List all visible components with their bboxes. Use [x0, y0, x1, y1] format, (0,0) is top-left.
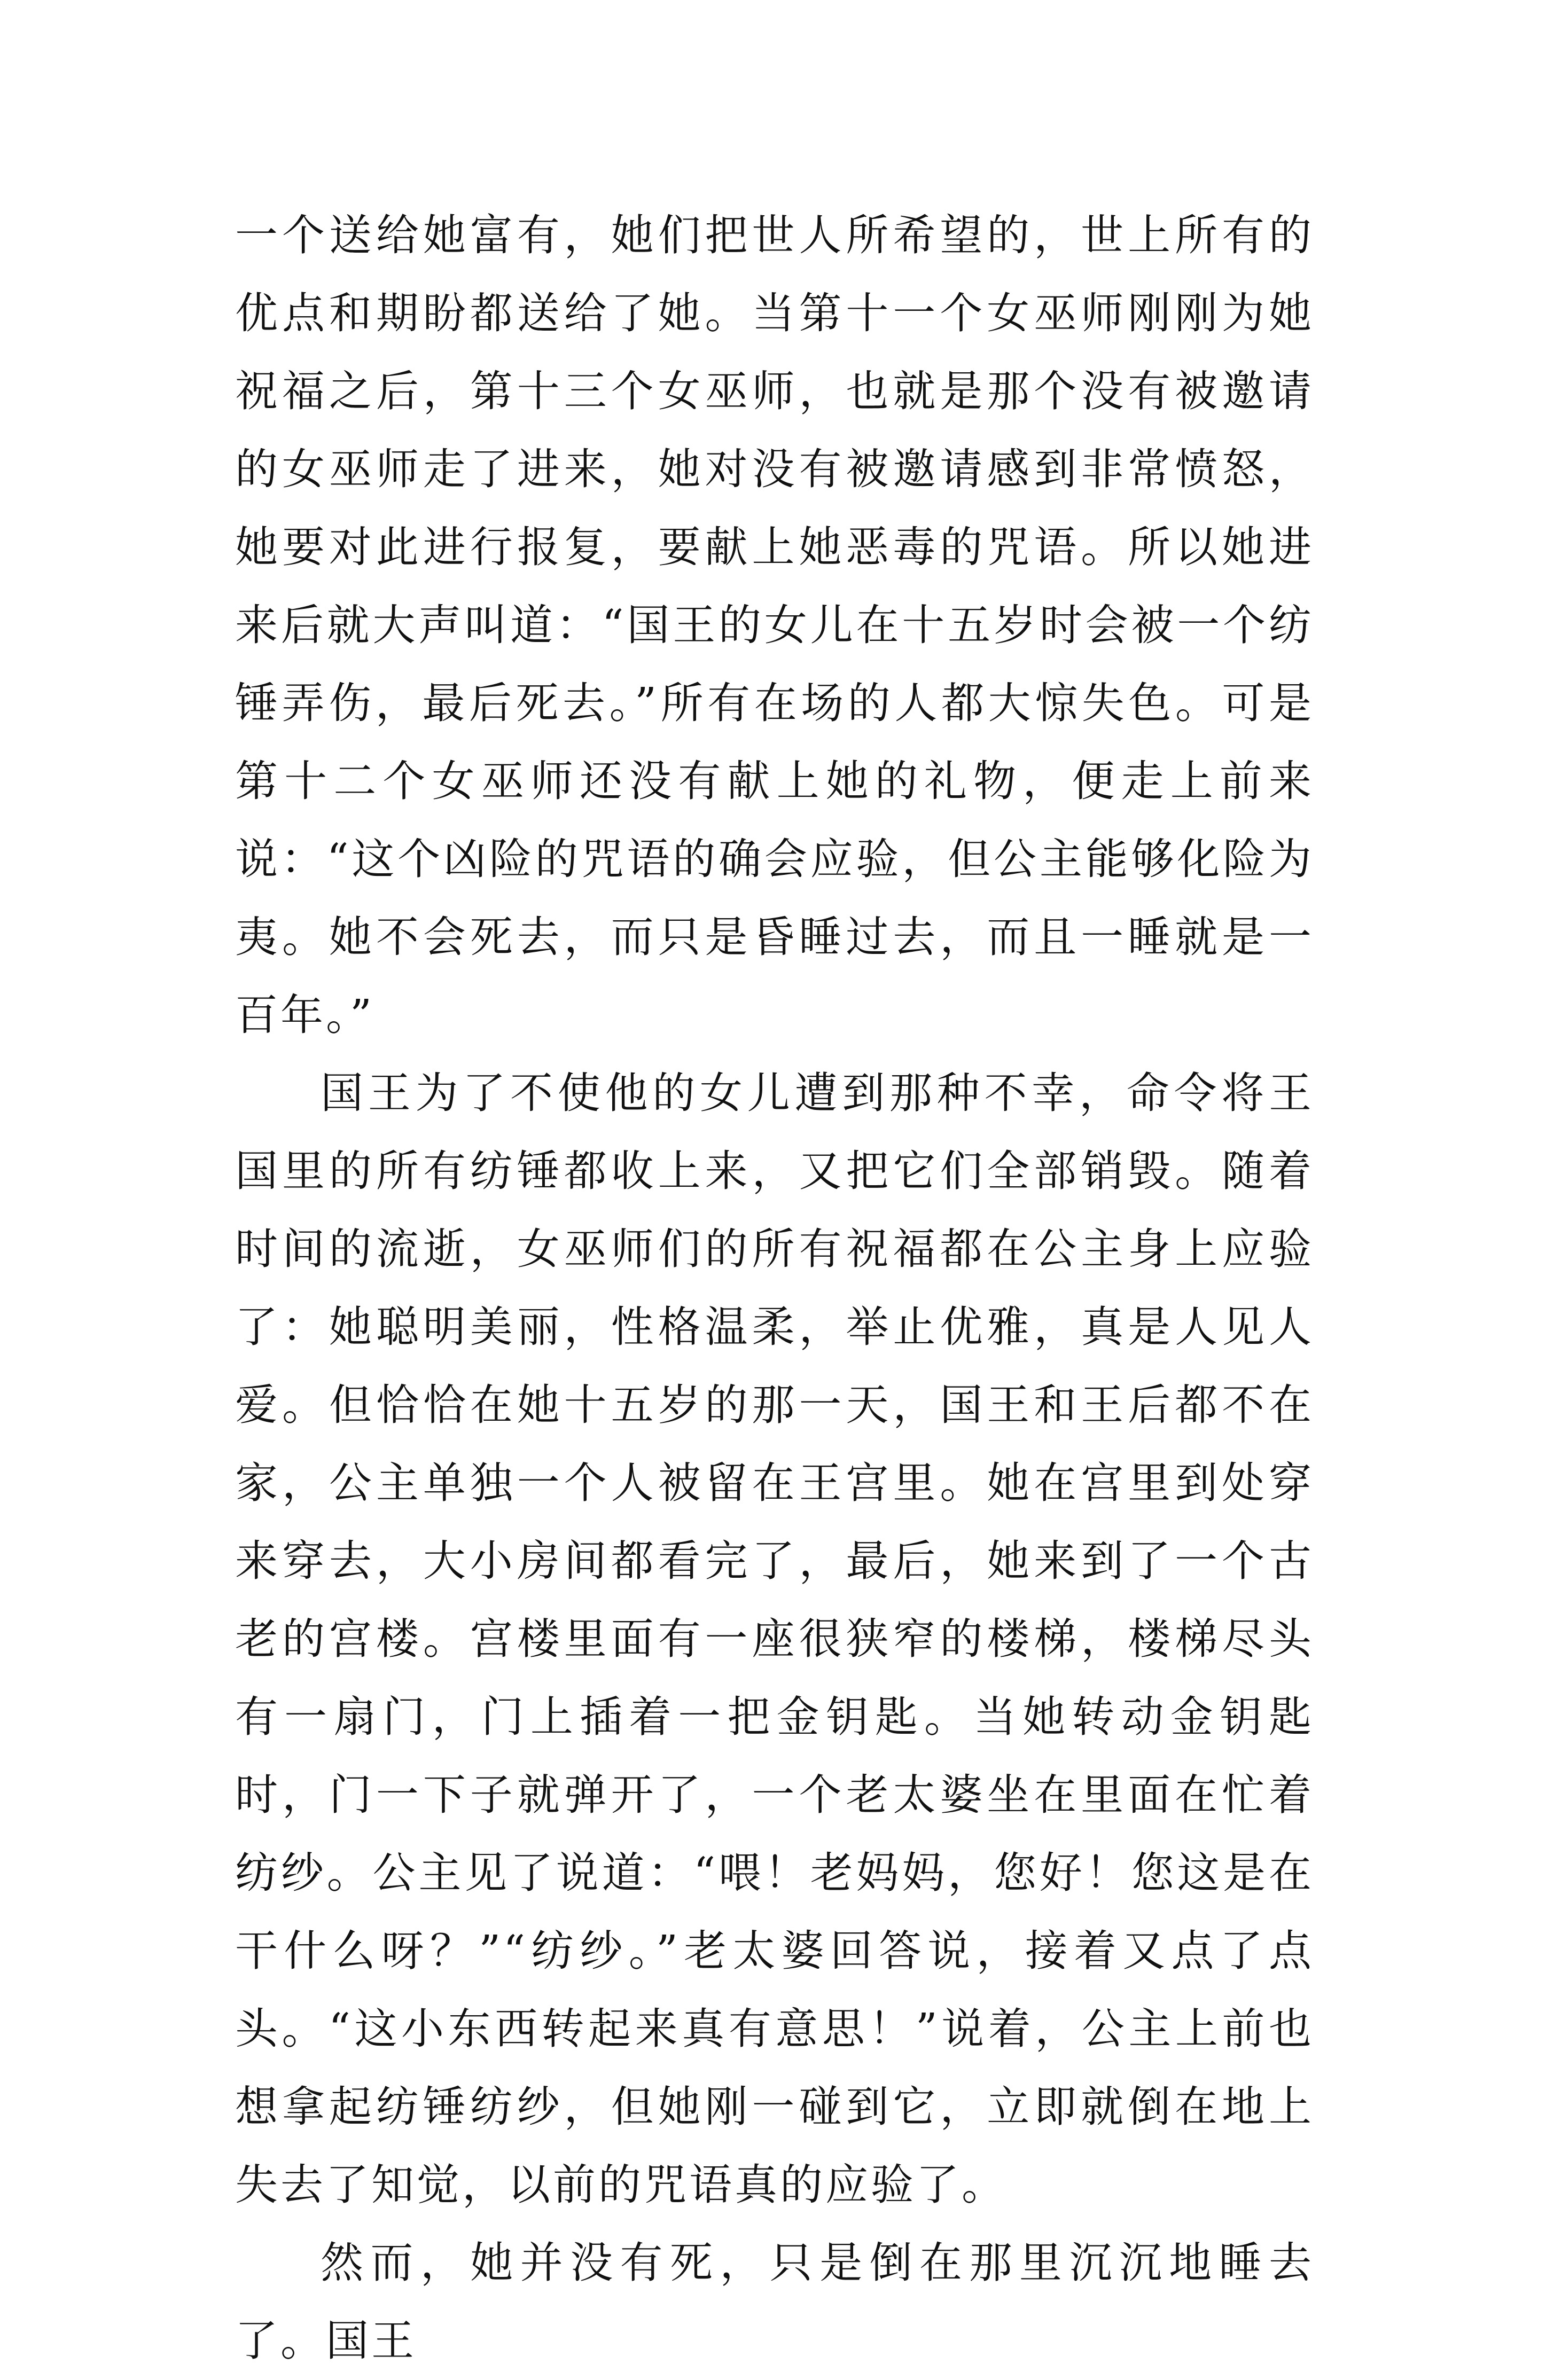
paragraph-1: 一个送给她富有，她们把世人所希望的，世上所有的优点和期盼都送给了她。当第十一个女巫师刚刚为她祝福之后，第十三个女巫师，也就是那个没有被邀请的女巫师走了进来，她对没有被邀请感到非常愤怒，她要对此进行报复，要献上她恶毒的咒语。所以她进来后就大声叫道：“国王的女儿在十五岁时会被一个纺锤弄伤，最后死去。”所有在场的人都大惊失色。可是第十二个女巫师还没有献上她的礼物，便走上前来说：“这个凶险的咒语的确会应验，但公主能够化险为夷。她不会死去，而只是昏睡过去，而且一睡就是一百年。”	[235, 210, 1314, 1040]
body-text	[235, 197, 1314, 2380]
paragraph-2: 国王为了不使他的女儿遭到那种不幸，命令将王国里的所有纺锤都收上来，又把它们全部销毁。随着时间的流逝，女巫师们的所有祝福都在公主身上应验了：她聪明美丽，性格温柔，举止优雅，真是人见人爱。但恰恰在她十五岁的那一天，国王和王后都不在家，公主单独一个人被留在王宫里。她在宫里到处穿来穿去，大小房间都看完了，最后，她来到了一个古老的宫楼。宫楼里面有一座很狭窄的楼梯，楼梯尽头有一扇门，门上插着一把金钥匙。当她转动金钥匙时，门一下子就弹开了，一个老太婆坐在里面在忙着纺纱。公主见了说道：“喂！老妈妈，您好！您这是在干什么呀？”“纺纱。”老太婆回答说，接着又点了点头。“这小东西转起来真有意思！”说着，公主上前也想拿起纺锤纺纱，但她刚一碰到它，立即就倒在地上失去了知觉，以前的咒语真的应验了。	[235, 1068, 1314, 2210]
paragraph-3: 然而，她并没有死，只是倒在那里沉沉地睡去了。国王	[235, 2238, 1314, 2366]
